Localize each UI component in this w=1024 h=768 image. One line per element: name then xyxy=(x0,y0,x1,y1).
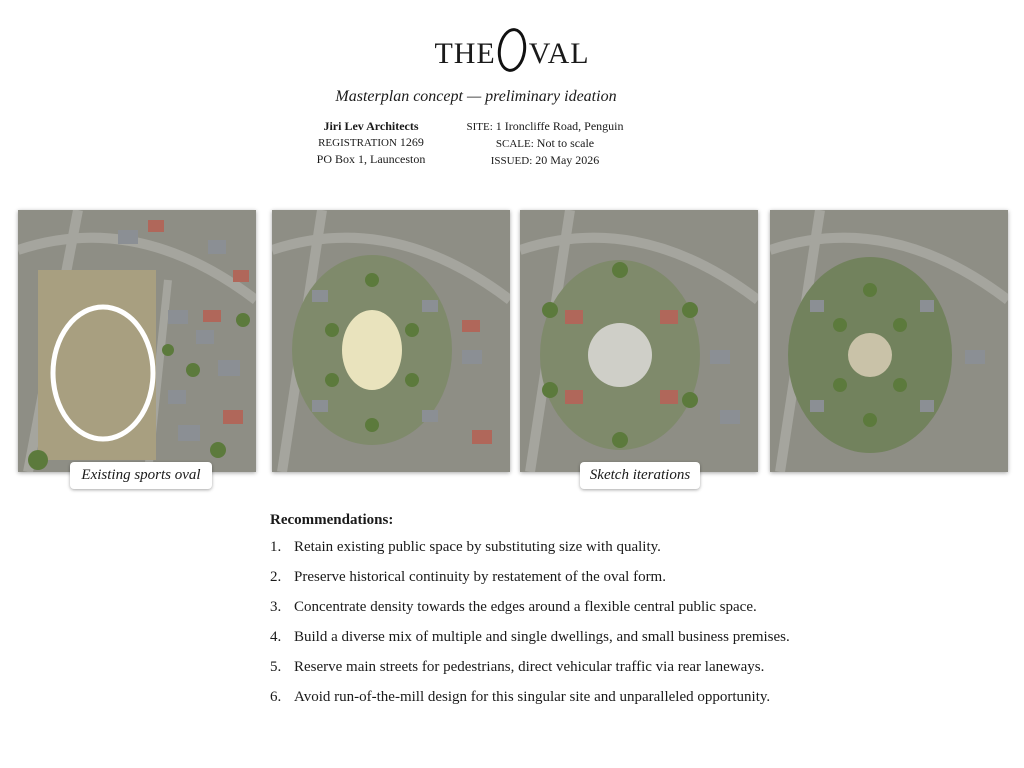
aerial-sketch-2 xyxy=(520,210,758,472)
aerial-sketch-1-svg xyxy=(272,210,510,472)
architect-name: Jiri Lev Architects xyxy=(323,119,419,133)
list-item: 5. Reserve main streets for pedestrians, direct vehicular traffic via rear laneways. xyxy=(270,659,765,675)
aerial-sketch-3 xyxy=(770,210,1008,472)
site-line: SITE: 1 Ironcliffe Road, Penguin xyxy=(466,119,624,133)
scale-line: SCALE: Not to scale xyxy=(495,136,595,150)
registration: REGISTRATION 1269 xyxy=(318,135,424,149)
list-item: 3. Concentrate density towards the edges around a flexible central public space. xyxy=(270,599,757,615)
project-info xyxy=(455,118,635,169)
aerial-sketch-3-svg xyxy=(770,210,1008,472)
recommendations xyxy=(270,512,990,717)
title-right: VAL xyxy=(528,37,590,70)
list-item: 4. Build a diverse mix of multiple and single dwellings, and small business premises. xyxy=(270,629,790,645)
title-left: THE xyxy=(434,37,496,70)
oval-letter-o-icon xyxy=(495,26,529,73)
aerial-sketch-2-svg xyxy=(520,210,758,472)
caption-existing: Existing sports oval xyxy=(70,462,212,489)
caption-sketches: Sketch iterations xyxy=(580,462,700,489)
architect-address: PO Box 1, Launceston xyxy=(316,152,426,166)
recommendations-list xyxy=(270,537,990,707)
document-subtitle: Masterplan concept — preliminary ideation xyxy=(335,88,617,105)
aerial-existing-oval xyxy=(18,210,256,472)
recommendations-heading: Recommendations: xyxy=(270,512,394,528)
architect-info xyxy=(296,118,446,167)
list-item: 2. Preserve historical continuity by restatement of the oval form. xyxy=(270,569,666,585)
list-item: 1. Retain existing public space by substituting size with quality. xyxy=(270,539,661,555)
aerial-existing-svg xyxy=(18,210,256,472)
issued-line: ISSUED: 20 May 2026 xyxy=(490,153,600,167)
document-title xyxy=(0,28,1024,79)
list-item: 6. Avoid run-of-the-mill design for this singular site and unparalleled opportunity. xyxy=(270,689,771,705)
aerial-sketch-1 xyxy=(272,210,510,472)
